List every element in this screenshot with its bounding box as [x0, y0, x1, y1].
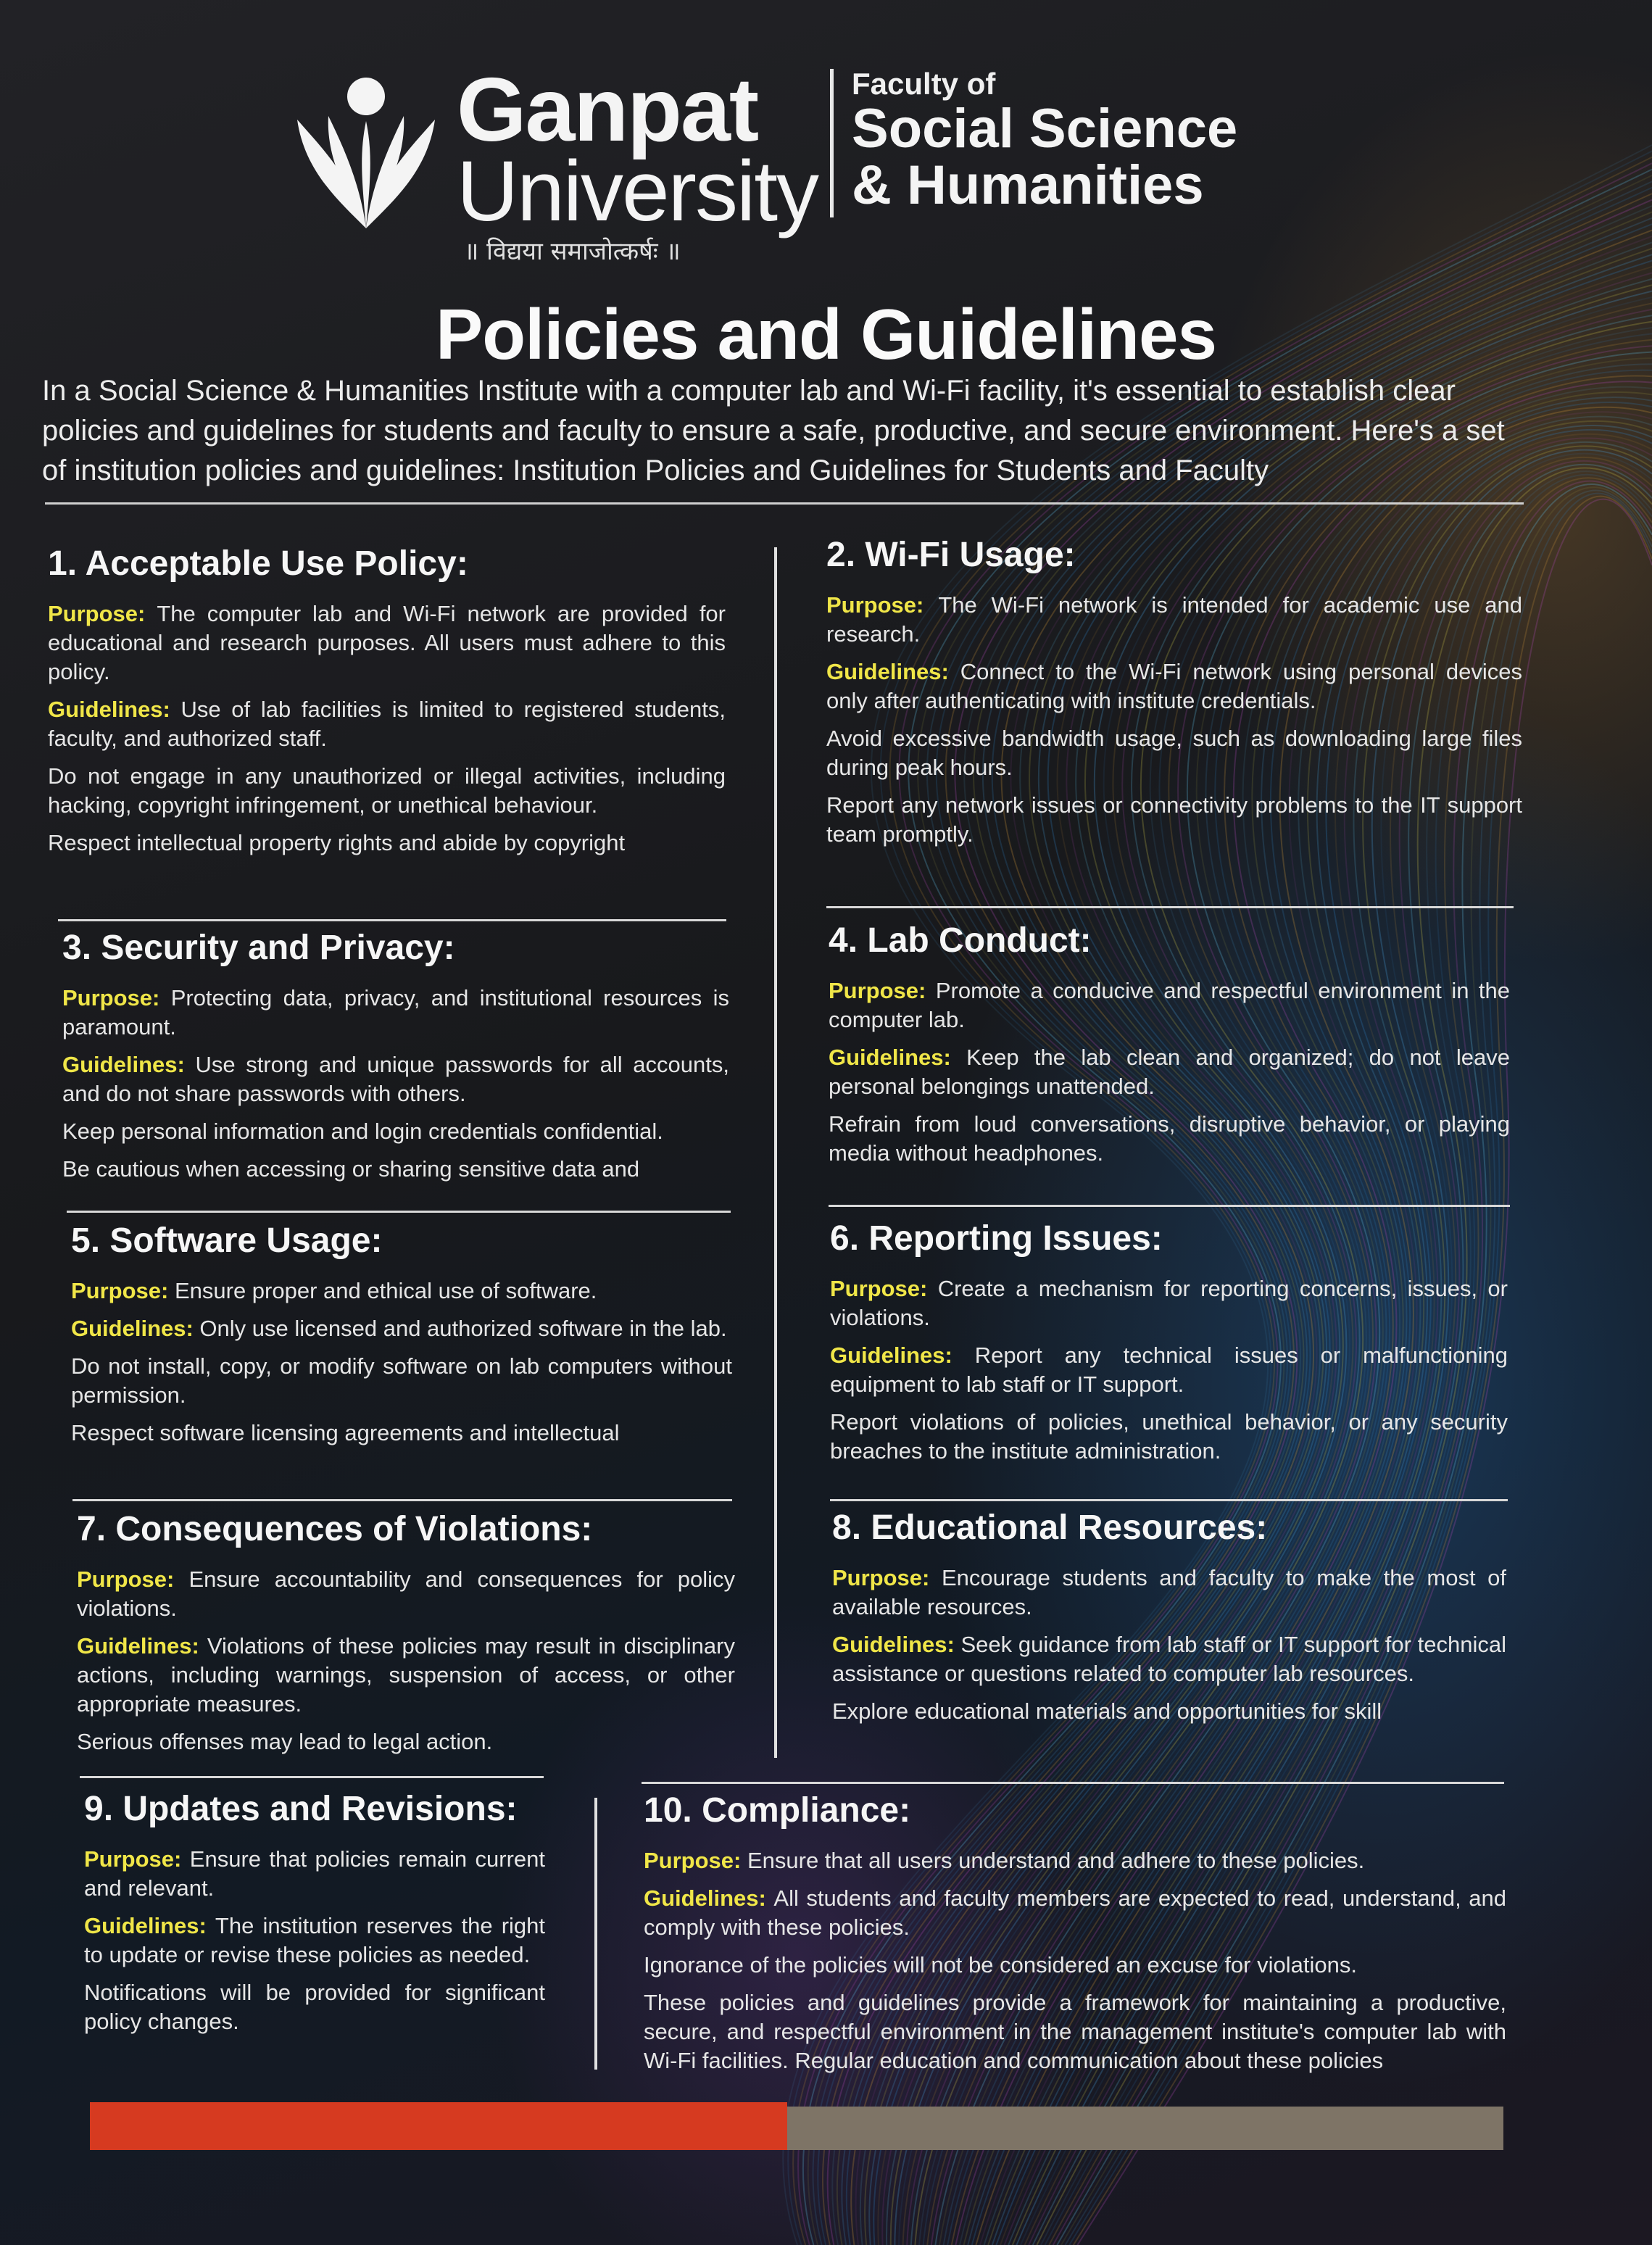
guideline-paragraph: Do not engage in any unauthorized or illegal activities, including hacking, copyright infringement, or unethical behaviour.	[48, 763, 726, 818]
purpose-paragraph: Purpose: Ensure accountability and consequences for policy violations.	[77, 1566, 736, 1621]
guideline-paragraph: Do not install, copy, or modify software on lab computers without permission.	[71, 1353, 732, 1408]
paragraph-label: Purpose:	[830, 1275, 938, 1301]
section-title: 10. Compliance:	[644, 1791, 911, 1830]
section-software-usage	[71, 1222, 732, 1456]
paragraph-label: Purpose:	[832, 1564, 942, 1590]
section-title: 5. Software Usage:	[71, 1221, 383, 1260]
purpose-paragraph: Purpose: Encourage students and faculty to make the most of available resources.	[832, 1564, 1507, 1619]
section-wifi-usage	[826, 536, 1522, 858]
guideline-paragraph: Ignorance of the policies will not be considered an excuse for violations.	[644, 1951, 1357, 1978]
faculty-name-line2: & Humanities	[852, 154, 1204, 216]
page-title: Policies and Guidelines	[435, 294, 1217, 374]
guideline-paragraph: These policies and guidelines provide a framework for maintaining a productive, secure, and respectful environment in the management institute's computer lab with Wi-Fi facilities. Regular education and communication about these policies	[644, 1989, 1506, 2073]
paragraph-label: Guidelines:	[48, 696, 181, 722]
paragraph-label: Guidelines:	[832, 1631, 961, 1657]
guidelines-paragraph: Guidelines: Violations of these policies may result in disciplinary actions, including warnings, suspension of access, or other appropriate measures.	[77, 1632, 735, 1717]
purpose-paragraph: Purpose: The Wi-Fi network is intended for academic use and research.	[826, 592, 1523, 647]
paragraph-label: Purpose:	[644, 1847, 747, 1873]
intro-divider	[45, 502, 1524, 505]
paragraph-label: Purpose:	[84, 1846, 190, 1872]
paragraph-label: Guidelines:	[84, 1912, 215, 1938]
university-motto: ॥ विद्यया समाजोत्कर्षः ॥	[464, 237, 681, 266]
guidelines-paragraph: Guidelines: Use of lab facilities is limited to registered students, faculty, and authorized staff.	[48, 696, 726, 751]
paragraph-label: Guidelines:	[62, 1051, 196, 1077]
section-title: 9. Updates and Revisions:	[84, 1790, 518, 1828]
section-title: 1. Acceptable Use Policy:	[48, 544, 468, 583]
section-divider	[72, 1499, 732, 1501]
section-compliance	[644, 1792, 1506, 2084]
paragraph-label: Guidelines:	[644, 1885, 774, 1911]
guideline-paragraph: Avoid excessive bandwidth usage, such as downloading large files during peak hours.	[826, 725, 1522, 780]
guidelines-paragraph: Guidelines: Report any technical issues or malfunctioning equipment to lab staff or IT support.	[830, 1342, 1508, 1397]
section-reporting-issues	[830, 1220, 1508, 1474]
section-acceptable-use-policy	[48, 545, 726, 866]
guidelines-paragraph: Guidelines: The institution reserves the right to update or revise these policies as needed.	[84, 1912, 545, 1967]
purpose-paragraph: Purpose: The computer lab and Wi-Fi network are provided for educational and research purposes. All users must adhere to this policy.	[48, 600, 726, 684]
guidelines-paragraph: Guidelines: All students and faculty members are expected to read, understand, and comply with these policies.	[644, 1885, 1506, 1940]
intro-paragraph: In a Social Science & Humanities Institute with a computer lab and Wi-Fi facility, it's essential to establish clear policies and guidelines for students and faculty to ensure a safe, productive, and secure environment. Here's a set of institution policies and guidelines: Institution Policies and Guidelines for Students and Faculty	[42, 375, 1505, 486]
footer-bar-red	[90, 2102, 787, 2150]
faculty-name-line1: Social Science	[852, 98, 1238, 159]
paragraph-label: Purpose:	[77, 1566, 189, 1592]
section-title: 8. Educational Resources:	[832, 1509, 1268, 1547]
guideline-paragraph: Notifications will be provided for significant policy changes.	[84, 1979, 545, 2034]
section-title: 4. Lab Conduct:	[829, 921, 1092, 960]
paragraph-label: Guidelines:	[826, 658, 960, 684]
purpose-paragraph: Purpose: Create a mechanism for reporting concerns, issues, or violations.	[830, 1275, 1508, 1330]
paragraph-label: Guidelines:	[71, 1315, 200, 1341]
paragraph-label: Purpose:	[71, 1277, 175, 1303]
paragraph-label: Guidelines:	[830, 1342, 975, 1368]
guidelines-paragraph: Guidelines: Connect to the Wi-Fi network using personal devices only after authenticating with institute credentials.	[826, 658, 1522, 713]
section-security-and-privacy	[62, 929, 729, 1192]
section-divider	[80, 1776, 544, 1778]
purpose-paragraph: Purpose: Ensure that all users understand and adhere to these policies.	[644, 1847, 1365, 1873]
section-divider	[67, 1211, 731, 1213]
section-divider	[829, 1205, 1510, 1207]
guidelines-paragraph: Guidelines: Use strong and unique passwords for all accounts, and do not share passwords with others.	[62, 1051, 729, 1106]
guidelines-paragraph: Guidelines: Keep the lab clean and organized; do not leave personal belongings unattended.	[829, 1044, 1510, 1099]
section-updates-and-revisions	[84, 1790, 545, 2045]
section-divider	[830, 1499, 1508, 1501]
paragraph-label: Guidelines:	[829, 1044, 967, 1070]
guidelines-paragraph: Guidelines: Seek guidance from lab staff or IT support for technical assistance or questions related to computer lab resources.	[832, 1631, 1507, 1686]
paragraph-label: Purpose:	[826, 592, 939, 618]
university-name-line1: Ganpat	[457, 60, 758, 160]
faculty-of-label: Faculty of	[852, 67, 996, 101]
guideline-paragraph: Report any network issues or connectivity problems to the IT support team promptly.	[826, 792, 1522, 847]
section-divider	[642, 1782, 1504, 1784]
guideline-paragraph: Respect software licensing agreements and intellectual	[71, 1419, 620, 1445]
guidelines-paragraph: Guidelines: Only use licensed and authorized software in the lab.	[71, 1315, 727, 1341]
purpose-paragraph: Purpose: Ensure that policies remain current and relevant.	[84, 1846, 545, 1901]
guideline-paragraph: Serious offenses may lead to legal action.	[77, 1728, 493, 1754]
section-title: 2. Wi-Fi Usage:	[826, 536, 1076, 574]
university-name-line2: University	[457, 144, 818, 239]
section-title: 7. Consequences of Violations:	[77, 1510, 593, 1548]
paragraph-label: Purpose:	[48, 600, 157, 626]
footer-bar-grey	[787, 2107, 1503, 2150]
section-educational-resources	[832, 1509, 1506, 1735]
guideline-paragraph: Be cautious when accessing or sharing sensitive data and	[62, 1155, 640, 1182]
section-title: 3. Security and Privacy:	[62, 929, 455, 967]
header-divider	[830, 69, 834, 217]
purpose-paragraph: Purpose: Protecting data, privacy, and institutional resources is paramount.	[62, 984, 730, 1039]
guideline-paragraph: Explore educational materials and opportunities for skill	[832, 1698, 1382, 1724]
guideline-paragraph: Report violations of policies, unethical behavior, or any security breaches to the institute administration.	[830, 1408, 1508, 1464]
section-divider	[58, 919, 726, 921]
paragraph-label: Purpose:	[829, 977, 936, 1003]
guideline-paragraph: Respect intellectual property rights and abide by copyright	[48, 829, 626, 855]
purpose-paragraph: Purpose: Promote a conducive and respectful environment in the computer lab.	[829, 977, 1511, 1032]
ganpat-university-logo-icon	[294, 76, 439, 232]
purpose-paragraph: Purpose: Ensure proper and ethical use of software.	[71, 1277, 597, 1303]
section-title: 6. Reporting Issues:	[830, 1219, 1163, 1258]
paragraph-label: Guidelines:	[77, 1632, 207, 1659]
column-divider	[594, 1798, 597, 2070]
section-consequences-of-violations	[77, 1511, 735, 1765]
section-divider	[826, 906, 1514, 908]
guideline-paragraph: Refrain from loud conversations, disruptive behavior, or playing media without headphones.	[829, 1111, 1510, 1166]
section-lab-conduct	[829, 922, 1510, 1177]
paragraph-label: Purpose:	[62, 984, 171, 1011]
guideline-paragraph: Keep personal information and login credentials confidential.	[62, 1118, 663, 1144]
column-divider	[774, 547, 777, 1758]
